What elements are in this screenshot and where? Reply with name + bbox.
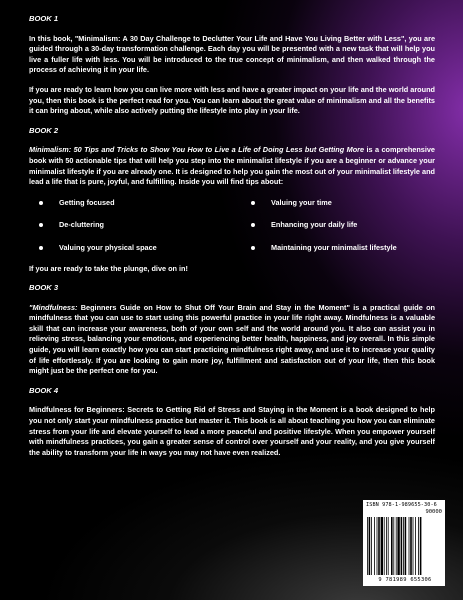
- book-3-heading: BOOK 3: [29, 283, 59, 293]
- book-4-heading: BOOK 4: [29, 385, 59, 395]
- blurb-content: [29, 14, 435, 467]
- book-2-paragraph-1: [29, 145, 435, 187]
- book-1-paragraph-2: If you are ready to learn how you can live more with less and have a greater impact on your life and the world around you, then this book is the perfect read for you. You can learn about the great value of minimalism and all the benefits it can bring about, while also actively putting the lifestyle into play in your life.: [29, 84, 435, 116]
- book-3-title: "Mindfulness:: [29, 302, 78, 312]
- price-code: 90000: [425, 509, 442, 515]
- tips-list: [29, 198, 435, 254]
- tip-item: Getting focused: [29, 198, 241, 209]
- isbn-label: ISBN 978-1-989655-30-6: [366, 502, 437, 508]
- barcode-number: 9 781989 655306: [378, 577, 432, 583]
- isbn-barcode: [363, 500, 445, 586]
- book-4-paragraph-1: Mindfulness for Beginners: Secrets to Getting Rid of Stress and Staying in the Moment is a book designed to help you not only start your mindfulness practice but master it. This book is all about teaching you how you can eliminate stress from your life and elevate yourself to lead a more peaceful and positive lifestyle. When you empower yourself with mindfulness practices, you gain a greater sense of control over yourself and your reality, and you give yourself the ability to transform your life in ways you may not have even realized.: [29, 405, 435, 457]
- tip-item: Valuing your physical space: [29, 243, 241, 254]
- book-2-closing: If you are ready to take the plunge, dive on in!: [29, 263, 188, 273]
- book-2-title: Minimalism: 50 Tips and Tricks to Show You How to Live a Life of Doing Less but Getting More: [29, 145, 365, 155]
- book-1-heading: BOOK 1: [29, 14, 59, 23]
- book-1-paragraph-1: In this book, "Minimalism: A 30 Day Challenge to Declutter Your Life and Have You Living Better with Less", you are guided through a 30-day transformation challenge. Each day you will be presented with a new task that will help you live a fuller life with less. You will be introduced to the true concept of minimalism, and then walked through the process of achieving it in your life.: [29, 33, 435, 75]
- book-3-paragraph-1: [29, 303, 435, 377]
- tip-item: De-cluttering: [29, 220, 241, 231]
- tip-item: Maintaining your minimalist lifestyle: [241, 243, 435, 254]
- tip-item: Enhancing your daily life: [241, 220, 435, 231]
- book-3-description: Beginners Guide on How to Shut Off Your Brain and Stay in the Moment" is a practical guide on mindfulness that you can use to start using this powerful practice in your life right away. Mindfulness is a valuable skill that can increase your awareness, both of your own self and the world around you. It also can assist you in relieving stress, balancing your emotions, and experiencing better health, happiness, and joy overall. In this simple guide, you will learn exactly how you can start practicing mindfulness right away, and use it to increase your quality of life effortlessly. If you are looking to gain more joy, fulfillment and satisfaction out of your life, then this book might just be the perfect one for you.: [29, 302, 435, 376]
- book-2-description: is a comprehensive book with 50 actionable tips that will help you step into the minimalist lifestyle if you are a beginner or advance your minimalist lifestyle if you are already one. It is designed to help you gain the most out of your minimalist lifestyle and lead a life that is pure, joyful, and fulfilling. Inside you will find tips about:: [29, 145, 435, 187]
- tip-item: Valuing your time: [241, 198, 435, 209]
- book-2-heading: BOOK 2: [29, 125, 59, 135]
- barcode-bars: [367, 517, 441, 577]
